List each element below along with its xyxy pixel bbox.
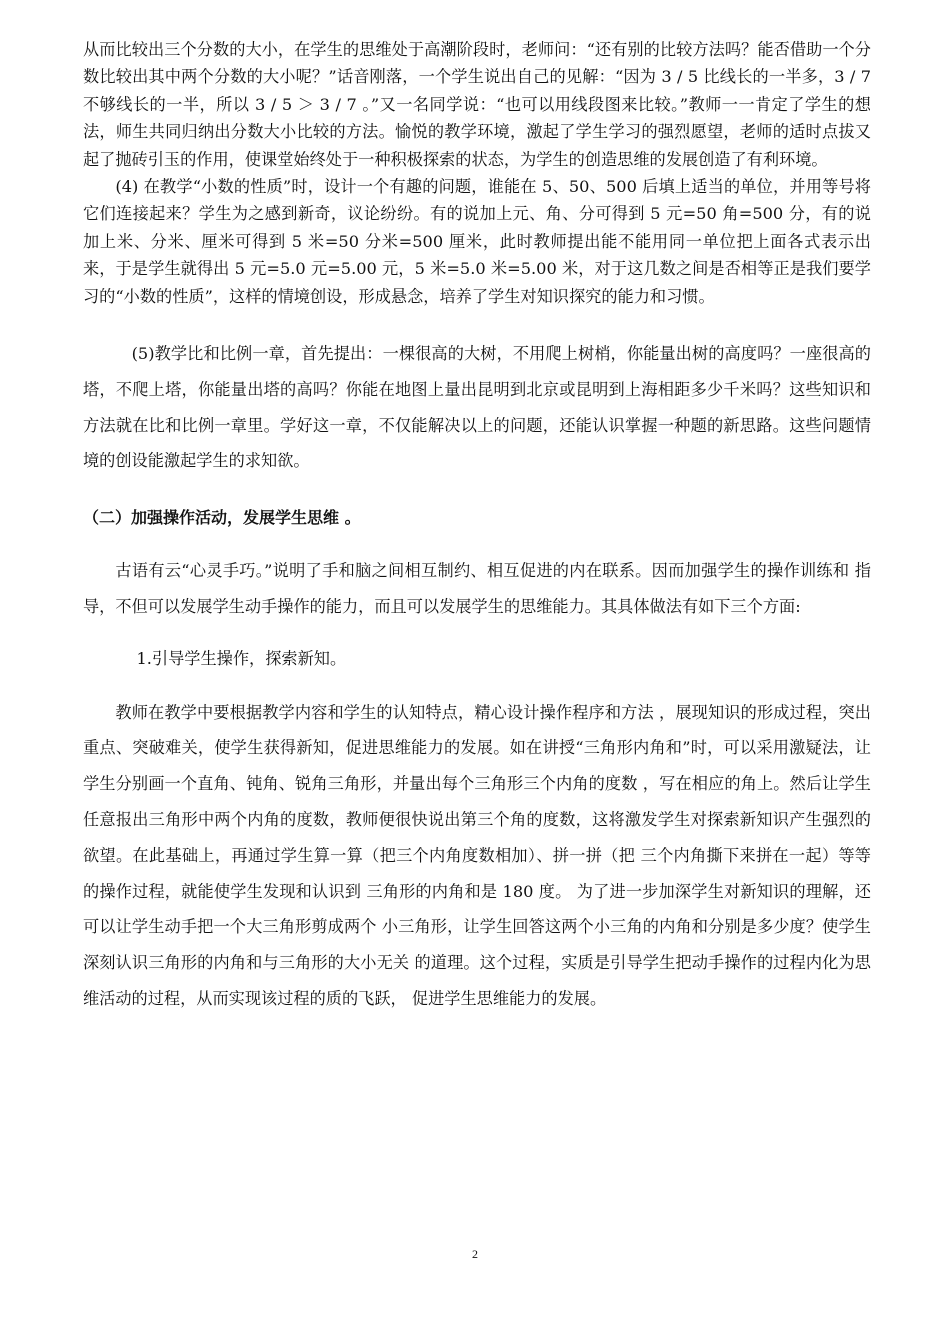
paragraph-ratio-chapter: (5)教学比和比例一章，首先提出：一棵很高的大树，不用爬上树梢，你能量出树的高度吗？一座很高的塔，不爬上塔，你能量出塔的高吗？你能在地图上量出昆明到北京或昆明到上海相距多少千米吗？这些知识和方法就在比和比例一章里。学好这一章，不仅能解决以上的问题，还能认识掌握一种题的新思路。这些问题情境的创设能激起学生的求知欲。 (83, 344, 871, 471)
section-heading: （二）加强操作活动，发展学生思维 。 (83, 508, 361, 528)
spacer (83, 535, 871, 553)
spacer (83, 310, 871, 336)
spacer (83, 625, 871, 641)
paragraph-triangle-angles: 教师在教学中要根据教学内容和学生的认知特点，精心设计操作程序和方法 ，展现知识的形成过程，突出重点、突破难关，使学生获得新知，促进思维能力的发展。如在讲授“三角形内角和”时，可以采用激疑法，让学生分别画一个直角、钝角、锐角三角形，并量出每个三角形三个内角的度数 ，写在相应的角上。然后让学生任意报出三角形中两个内角的度数，教师便很快说出第三个角的度数，这将激发学生对探索新知识产生强烈的欲望。在此基础上，再通过学生算一算（把三个内角度数相加）、拼一拼（把 三个内角撕下来拼在一起）等等的操作过程，就能使学生发现和认识到 三角形的内角和是 180 度。 为了进一步加深学生对新知识的理解，还可以让学生动手把一个大三角形剪成两个 小三角形，让学生回答这两个小三角的内角和分别是多少度？使学生深刻认识三角形的内角和与三角形的大小无关 的道理。这个过程，实质是引导学生把动手操作的过程内化为思维活动的过程，从而实现该过程的质的飞跃， 促进学生思维能力的发展。 (83, 702, 871, 1009)
spacer (83, 479, 871, 501)
subsection-heading: 1.引导学生操作，探索新知。 (136, 648, 347, 668)
spacer (83, 677, 871, 695)
paragraph-hand-brain: 古语有云“心灵手巧。”说明了手和脑之间相互制约、相互促进的内在联系。因而加强学生的操作训练和 指导，不但可以发展学生动手操作的能力，而且可以发展学生的思维能力。其具体做法有如下三个方面: (83, 561, 871, 617)
document-body (83, 36, 871, 1017)
paragraph-decimal-properties: (4) 在教学“小数的性质”时，设计一个有趣的问题，谁能在 5、50、500 后填上适当的单位，并用等号将它们连接起来？学生为之感到新奇，议论纷纷。有的说加上元、角、分可得到 5 元=50 角=500 分，有的说加上米、分米、厘米可得到 5 米=50 分米=500 厘米，此时教师提出能不能用同一单位把上面各式表示出来，于是学生就得出 5 元=5.0 元=5.00 元，5 米=5.0 米=5.00 米，对于这几数之间是否相等正是我们要学习的“小数的性质”，这样的情境创设，形成悬念，培养了学生对知识探究的能力和习惯。 (83, 177, 871, 306)
paragraph-fraction-comparison: 从而比较出三个分数的大小，在学生的思维处于高潮阶段时，老师问：“还有别的比较方法吗？能否借助一个分数比较出其中两个分数的大小呢？”话音刚落，一个学生说出自己的见解：“因为 3 / 5 比线长的一半多，3 / 7 不够线长的一半，所以 3 / 5 ＞ 3 / 7 。”又一名同学说：“也可以用线段图来比较。”教师一一肯定了学生的想法，师生共同归纳出分数大小比较的方法。愉悦的教学环境，激起了学生学习的强烈愿望，老师的适时点拔又起了抛砖引玉的作用，使课堂始终处于一种积极探索的状态，为学生的创造思维的发展创造了有利环境。 (83, 40, 871, 169)
page-number: 2 (472, 1247, 478, 1261)
